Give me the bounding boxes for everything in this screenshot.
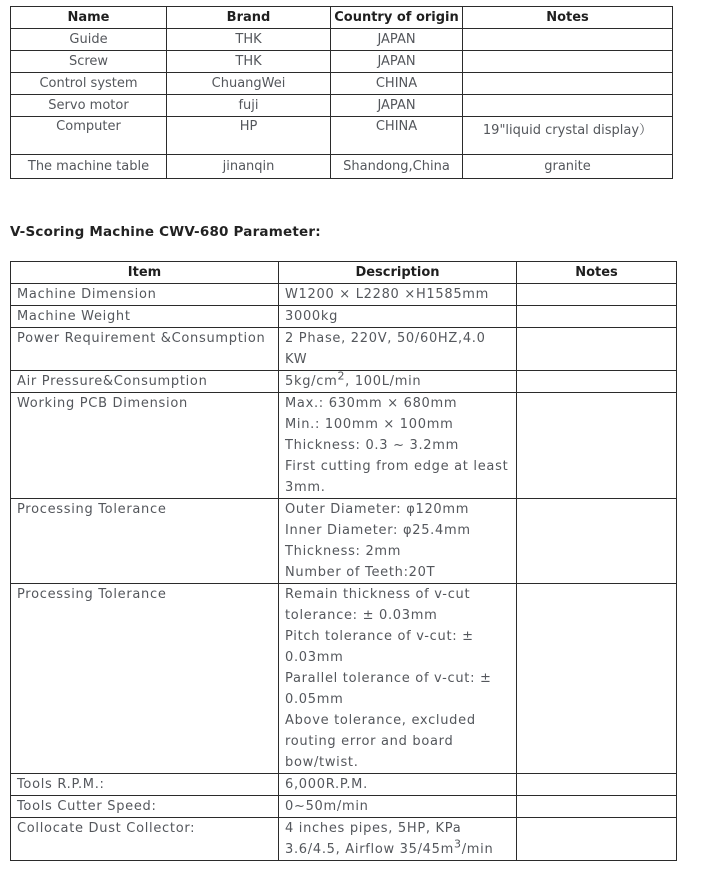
section-heading: V-Scoring Machine CWV-680 Parameter:: [10, 224, 321, 240]
table-row: [11, 73, 673, 95]
description-line: [285, 435, 512, 456]
components-table: [10, 6, 673, 179]
item-cell: Machine Dimension: [11, 284, 279, 306]
table-cell: Guide: [11, 29, 167, 51]
table-row: [11, 155, 673, 179]
table-cell: Control system: [11, 73, 167, 95]
text-segment: Outer Diameter: φ120mm: [285, 502, 470, 517]
column-header-item: Item: [11, 262, 279, 284]
description-cell: [279, 393, 517, 499]
table-cell: Computer: [11, 117, 167, 155]
table-row: [11, 95, 673, 117]
text-segment: routing error and board: [285, 734, 454, 749]
description-cell: [279, 584, 517, 774]
description-cell: [279, 371, 517, 393]
description-line: [285, 605, 512, 626]
table-cell: The machine table: [11, 155, 167, 179]
superscript-text: 2: [337, 370, 346, 383]
table-row: [11, 584, 677, 774]
table-row: [11, 51, 673, 73]
item-cell: Power Requirement &Consumption: [11, 328, 279, 371]
description-line: [285, 731, 512, 752]
item-cell: Tools R.P.M.:: [11, 774, 279, 796]
text-segment: 0.05mm: [285, 692, 344, 707]
text-segment: Inner Diameter: φ25.4mm: [285, 523, 471, 538]
table-row: [11, 284, 677, 306]
table-cell: granite: [463, 155, 673, 179]
notes-cell: [517, 284, 677, 306]
notes-cell: [517, 796, 677, 818]
description-line: [285, 284, 512, 305]
text-segment: Remain thickness of v-cut: [285, 587, 471, 602]
table-cell: JAPAN: [331, 51, 463, 73]
notes-cell: [517, 774, 677, 796]
table-cell: Servo motor: [11, 95, 167, 117]
text-segment: First cutting from edge at least: [285, 459, 509, 474]
text-segment: Number of Teeth:20T: [285, 565, 436, 580]
notes-cell: [517, 393, 677, 499]
table-cell: THK: [167, 51, 331, 73]
components-table-body: [11, 29, 673, 179]
table-row: [11, 371, 677, 393]
table-row: [11, 328, 677, 371]
description-line: [285, 796, 512, 817]
text-segment: 0~50m/min: [285, 799, 369, 814]
table-cell: fuji: [167, 95, 331, 117]
table-cell: CHINA: [331, 117, 463, 155]
text-segment: tolerance: ± 0.03mm: [285, 608, 438, 623]
description-line: [285, 349, 512, 370]
parameters-table-body: [11, 284, 677, 861]
text-segment: 5kg/cm: [285, 374, 338, 389]
text-segment: Max.: 630mm × 680mm: [285, 396, 458, 411]
item-cell: Working PCB Dimension: [11, 393, 279, 499]
parameters-table: [10, 261, 677, 861]
description-line: [285, 306, 512, 327]
column-header-notes: Notes: [463, 7, 673, 29]
text-segment: Pitch tolerance of v-cut: ±: [285, 629, 474, 644]
table-row: [11, 499, 677, 584]
description-cell: [279, 306, 517, 328]
description-line: [285, 562, 512, 583]
text-segment: 3.6/4.5, Airflow 35/45m: [285, 842, 454, 857]
text-segment: 3000kg: [285, 309, 339, 324]
table-row: [11, 393, 677, 499]
text-segment: KW: [285, 352, 308, 367]
description-cell: [279, 284, 517, 306]
table-row: [11, 29, 673, 51]
description-line: [285, 328, 512, 349]
text-segment: , 100L/min: [345, 374, 422, 389]
description-line: [285, 839, 512, 860]
description-cell: [279, 818, 517, 861]
column-header-description: Description: [279, 262, 517, 284]
description-line: [285, 689, 512, 710]
table-cell: 19"liquid crystal display）: [463, 117, 673, 155]
table-row: [11, 818, 677, 861]
table-cell: THK: [167, 29, 331, 51]
text-segment: 3mm.: [285, 480, 326, 495]
notes-cell: [517, 584, 677, 774]
column-header-brand: Brand: [167, 7, 331, 29]
table-cell: CHINA: [331, 73, 463, 95]
notes-cell: [517, 328, 677, 371]
table-cell: HP: [167, 117, 331, 155]
description-line: [285, 710, 512, 731]
description-line: [285, 668, 512, 689]
text-segment: bow/twist.: [285, 755, 359, 770]
item-cell: Collocate Dust Collector:: [11, 818, 279, 861]
column-header-notes: Notes: [517, 262, 677, 284]
description-line: [285, 818, 512, 839]
description-line: [285, 774, 512, 795]
item-cell: Tools Cutter Speed:: [11, 796, 279, 818]
item-cell: Processing Tolerance: [11, 584, 279, 774]
text-segment: 6,000R.P.M.: [285, 777, 368, 792]
description-line: [285, 584, 512, 605]
description-line: [285, 371, 512, 392]
table-row: [11, 117, 673, 155]
description-line: [285, 499, 512, 520]
table-cell: [463, 51, 673, 73]
text-segment: Thickness: 2mm: [285, 544, 402, 559]
notes-cell: [517, 818, 677, 861]
components-table-header-row: [11, 7, 673, 29]
description-line: [285, 520, 512, 541]
text-segment: W1200 × L2280 ×H1585mm: [285, 287, 490, 302]
text-segment: 2 Phase, 220V, 50/60HZ,4.0: [285, 331, 486, 346]
text-segment: Above tolerance, excluded: [285, 713, 476, 728]
table-row: [11, 774, 677, 796]
description-line: [285, 752, 512, 773]
text-segment: Thickness: 0.3 ~ 3.2mm: [285, 438, 459, 453]
table-cell: JAPAN: [331, 95, 463, 117]
description-line: [285, 477, 512, 498]
table-cell: JAPAN: [331, 29, 463, 51]
description-line: [285, 393, 512, 414]
description-cell: [279, 328, 517, 371]
table-cell: [463, 29, 673, 51]
column-header-name: Name: [11, 7, 167, 29]
description-line: [285, 626, 512, 647]
table-cell: jinanqin: [167, 155, 331, 179]
text-segment: 0.03mm: [285, 650, 344, 665]
description-line: [285, 456, 512, 477]
notes-cell: [517, 499, 677, 584]
text-segment: Parallel tolerance of v-cut: ±: [285, 671, 492, 686]
description-line: [285, 414, 512, 435]
table-row: [11, 796, 677, 818]
table-cell: Screw: [11, 51, 167, 73]
notes-cell: [517, 371, 677, 393]
table-cell: [463, 95, 673, 117]
description-cell: [279, 774, 517, 796]
table-row: [11, 306, 677, 328]
description-cell: [279, 499, 517, 584]
column-header-country: Country of origin: [331, 7, 463, 29]
superscript-text: 3: [453, 837, 462, 851]
table-cell: ChuangWei: [167, 73, 331, 95]
text-segment: Min.: 100mm × 100mm: [285, 417, 454, 432]
item-cell: Processing Tolerance: [11, 499, 279, 584]
table-cell: [463, 73, 673, 95]
item-cell: Air Pressure&Consumption: [11, 371, 279, 393]
description-cell: [279, 796, 517, 818]
text-segment: 4 inches pipes, 5HP, KPa: [285, 821, 462, 836]
item-cell: Machine Weight: [11, 306, 279, 328]
text-segment: /min: [461, 842, 494, 857]
description-line: [285, 541, 512, 562]
table-cell: Shandong,China: [331, 155, 463, 179]
description-line: [285, 647, 512, 668]
notes-cell: [517, 306, 677, 328]
parameters-table-header-row: [11, 262, 677, 284]
